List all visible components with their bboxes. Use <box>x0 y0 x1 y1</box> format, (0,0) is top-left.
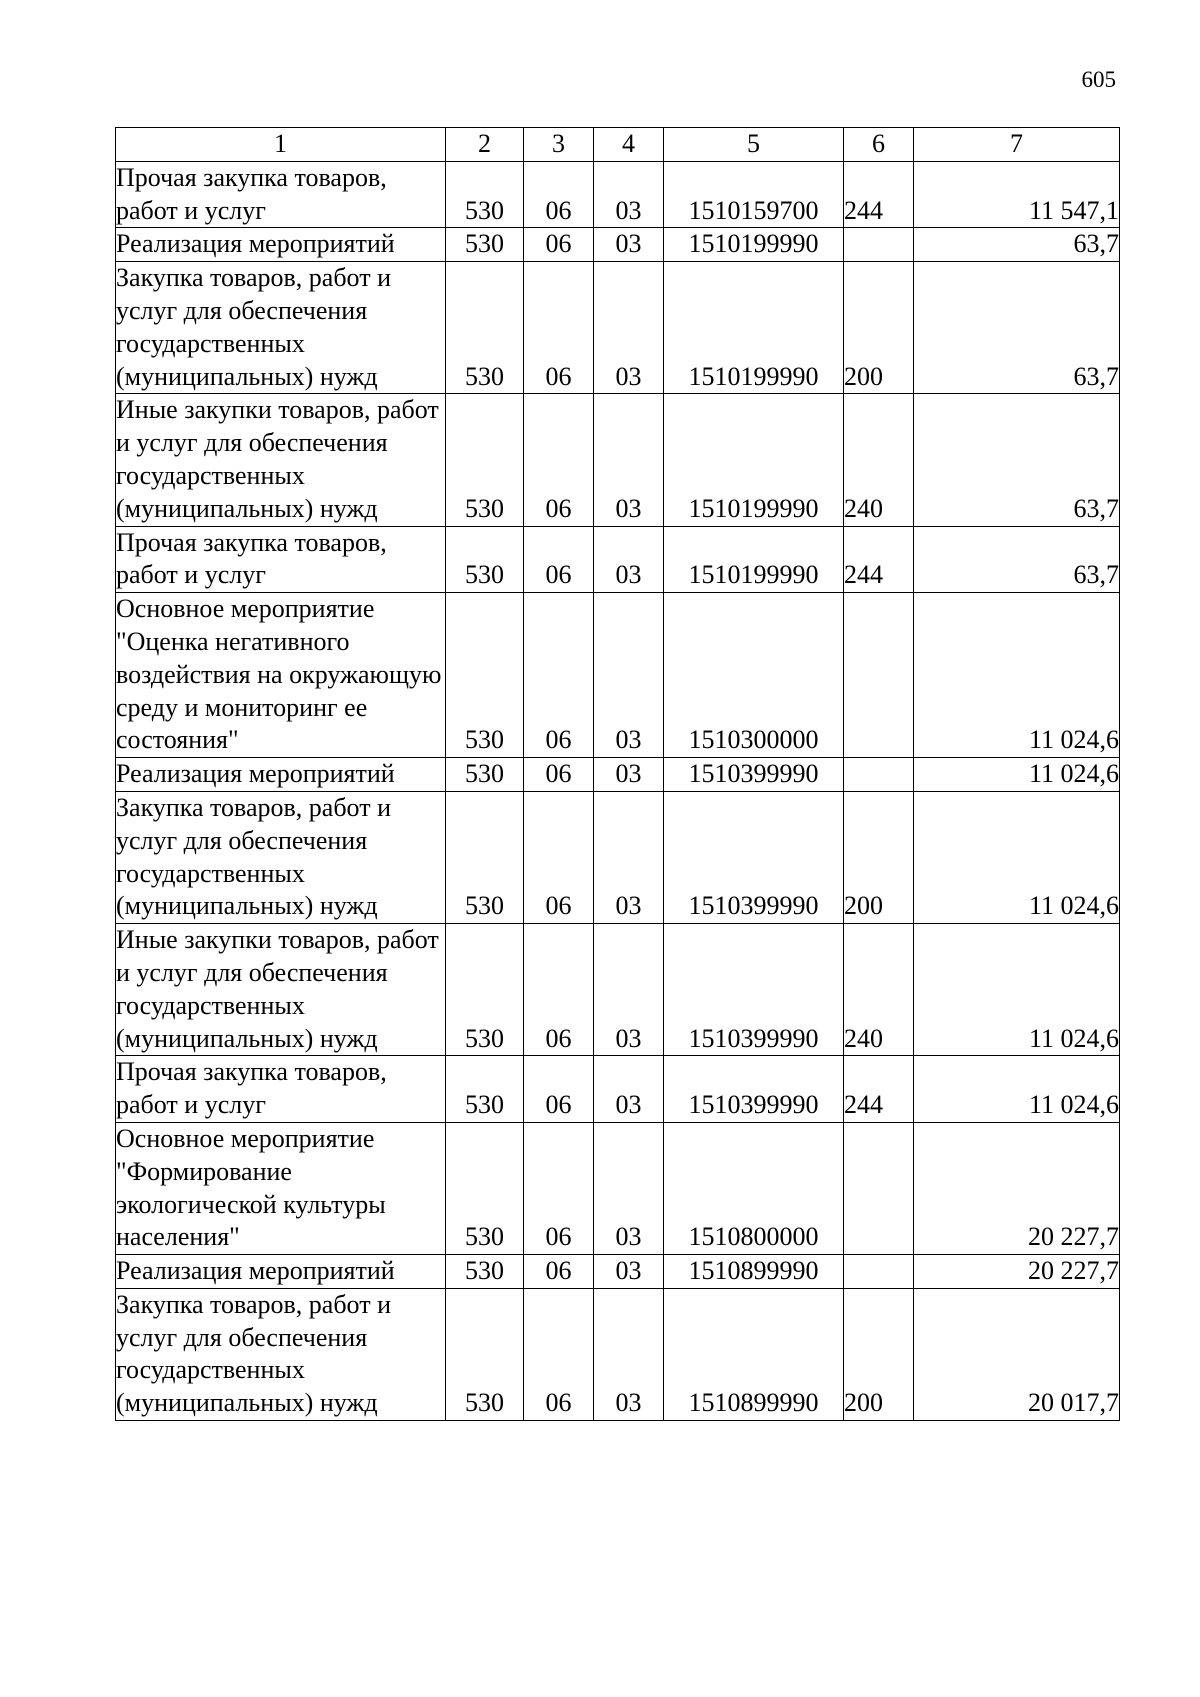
amount-cell: 11 024,6 <box>914 1056 1120 1123</box>
item-name-cell: Иные закупки товаров, работ и услуг для обеспечения государственных (муниципальных) нужд <box>116 924 446 1056</box>
table-row <box>116 228 1120 262</box>
expense-type-cell <box>844 1255 914 1289</box>
column-header: 7 <box>914 128 1120 162</box>
section-cell: 06 <box>524 262 594 394</box>
amount-cell: 11 024,6 <box>914 791 1120 923</box>
subsection-cell: 03 <box>594 394 664 526</box>
subsection-cell: 03 <box>594 1288 664 1420</box>
amount-cell: 63,7 <box>914 394 1120 526</box>
column-header: 4 <box>594 128 664 162</box>
ministry-code-cell: 530 <box>446 526 524 593</box>
section-cell: 06 <box>524 1122 594 1254</box>
expense-type-cell <box>844 1122 914 1254</box>
item-name-cell: Основное мероприятие "Формирование экологической культуры населения" <box>116 1122 446 1254</box>
target-article-cell: 1510399990 <box>664 791 844 923</box>
table-row <box>116 1056 1120 1123</box>
subsection-cell: 03 <box>594 161 664 228</box>
expense-type-cell: 244 <box>844 161 914 228</box>
subsection-cell: 03 <box>594 1255 664 1289</box>
expense-type-cell <box>844 758 914 792</box>
ministry-code-cell: 530 <box>446 161 524 228</box>
target-article-cell: 1510399990 <box>664 758 844 792</box>
section-cell: 06 <box>524 924 594 1056</box>
ministry-code-cell: 530 <box>446 791 524 923</box>
column-header: 2 <box>446 128 524 162</box>
amount-cell: 20 017,7 <box>914 1288 1120 1420</box>
page-number: 605 <box>1081 67 1116 92</box>
table-row <box>116 526 1120 593</box>
table-row <box>116 161 1120 228</box>
target-article-cell: 1510399990 <box>664 1056 844 1123</box>
amount-cell: 11 024,6 <box>914 758 1120 792</box>
subsection-cell: 03 <box>594 758 664 792</box>
target-article-cell: 1510300000 <box>664 593 844 758</box>
subsection-cell: 03 <box>594 1056 664 1123</box>
item-name-cell: Прочая закупка товаров, работ и услуг <box>116 161 446 228</box>
ministry-code-cell: 530 <box>446 1288 524 1420</box>
item-name-cell: Закупка товаров, работ и услуг для обеспечения государственных (муниципальных) нужд <box>116 262 446 394</box>
table-row <box>116 924 1120 1056</box>
table-row <box>116 1288 1120 1420</box>
expense-type-cell: 200 <box>844 1288 914 1420</box>
amount-cell: 63,7 <box>914 262 1120 394</box>
table-row <box>116 262 1120 394</box>
section-cell: 06 <box>524 394 594 526</box>
column-header: 1 <box>116 128 446 162</box>
subsection-cell: 03 <box>594 593 664 758</box>
item-name-cell: Основное мероприятие "Оценка негативного воздействия на окружающую среду и мониторинг ее состояния" <box>116 593 446 758</box>
expense-type-cell: 240 <box>844 924 914 1056</box>
column-header: 5 <box>664 128 844 162</box>
target-article-cell: 1510899990 <box>664 1288 844 1420</box>
target-article-cell: 1510899990 <box>664 1255 844 1289</box>
amount-cell: 20 227,7 <box>914 1255 1120 1289</box>
subsection-cell: 03 <box>594 924 664 1056</box>
expense-type-cell <box>844 228 914 262</box>
target-article-cell: 1510199990 <box>664 394 844 526</box>
column-header: 6 <box>844 128 914 162</box>
amount-cell: 11 547,1 <box>914 161 1120 228</box>
expense-type-cell: 244 <box>844 526 914 593</box>
expense-type-cell: 200 <box>844 262 914 394</box>
ministry-code-cell: 530 <box>446 394 524 526</box>
item-name-cell: Иные закупки товаров, работ и услуг для обеспечения государственных (муниципальных) нужд <box>116 394 446 526</box>
section-cell: 06 <box>524 758 594 792</box>
item-name-cell: Реализация мероприятий <box>116 758 446 792</box>
expense-type-cell: 240 <box>844 394 914 526</box>
section-cell: 06 <box>524 526 594 593</box>
target-article-cell: 1510159700 <box>664 161 844 228</box>
item-name-cell: Реализация мероприятий <box>116 1255 446 1289</box>
section-cell: 06 <box>524 593 594 758</box>
table-row <box>116 1122 1120 1254</box>
item-name-cell: Прочая закупка товаров, работ и услуг <box>116 1056 446 1123</box>
budget-table <box>115 127 1120 1421</box>
subsection-cell: 03 <box>594 262 664 394</box>
subsection-cell: 03 <box>594 791 664 923</box>
section-cell: 06 <box>524 228 594 262</box>
table-row <box>116 758 1120 792</box>
ministry-code-cell: 530 <box>446 228 524 262</box>
ministry-code-cell: 530 <box>446 1056 524 1123</box>
section-cell: 06 <box>524 791 594 923</box>
amount-cell: 63,7 <box>914 228 1120 262</box>
amount-cell: 20 227,7 <box>914 1122 1120 1254</box>
target-article-cell: 1510199990 <box>664 526 844 593</box>
section-cell: 06 <box>524 161 594 228</box>
section-cell: 06 <box>524 1056 594 1123</box>
item-name-cell: Прочая закупка товаров, работ и услуг <box>116 526 446 593</box>
column-header: 3 <box>524 128 594 162</box>
amount-cell: 11 024,6 <box>914 924 1120 1056</box>
table-header-row <box>116 128 1120 162</box>
target-article-cell: 1510399990 <box>664 924 844 1056</box>
expense-type-cell: 244 <box>844 1056 914 1123</box>
amount-cell: 63,7 <box>914 526 1120 593</box>
ministry-code-cell: 530 <box>446 262 524 394</box>
table-row <box>116 1255 1120 1289</box>
ministry-code-cell: 530 <box>446 924 524 1056</box>
item-name-cell: Реализация мероприятий <box>116 228 446 262</box>
ministry-code-cell: 530 <box>446 758 524 792</box>
target-article-cell: 1510199990 <box>664 228 844 262</box>
amount-cell: 11 024,6 <box>914 593 1120 758</box>
subsection-cell: 03 <box>594 526 664 593</box>
target-article-cell: 1510800000 <box>664 1122 844 1254</box>
table-row <box>116 791 1120 923</box>
subsection-cell: 03 <box>594 1122 664 1254</box>
expense-type-cell: 200 <box>844 791 914 923</box>
item-name-cell: Закупка товаров, работ и услуг для обеспечения государственных (муниципальных) нужд <box>116 791 446 923</box>
item-name-cell: Закупка товаров, работ и услуг для обеспечения государственных (муниципальных) нужд <box>116 1288 446 1420</box>
expense-type-cell <box>844 593 914 758</box>
table-row <box>116 394 1120 526</box>
table-row <box>116 593 1120 758</box>
subsection-cell: 03 <box>594 228 664 262</box>
ministry-code-cell: 530 <box>446 593 524 758</box>
section-cell: 06 <box>524 1255 594 1289</box>
ministry-code-cell: 530 <box>446 1122 524 1254</box>
section-cell: 06 <box>524 1288 594 1420</box>
target-article-cell: 1510199990 <box>664 262 844 394</box>
ministry-code-cell: 530 <box>446 1255 524 1289</box>
